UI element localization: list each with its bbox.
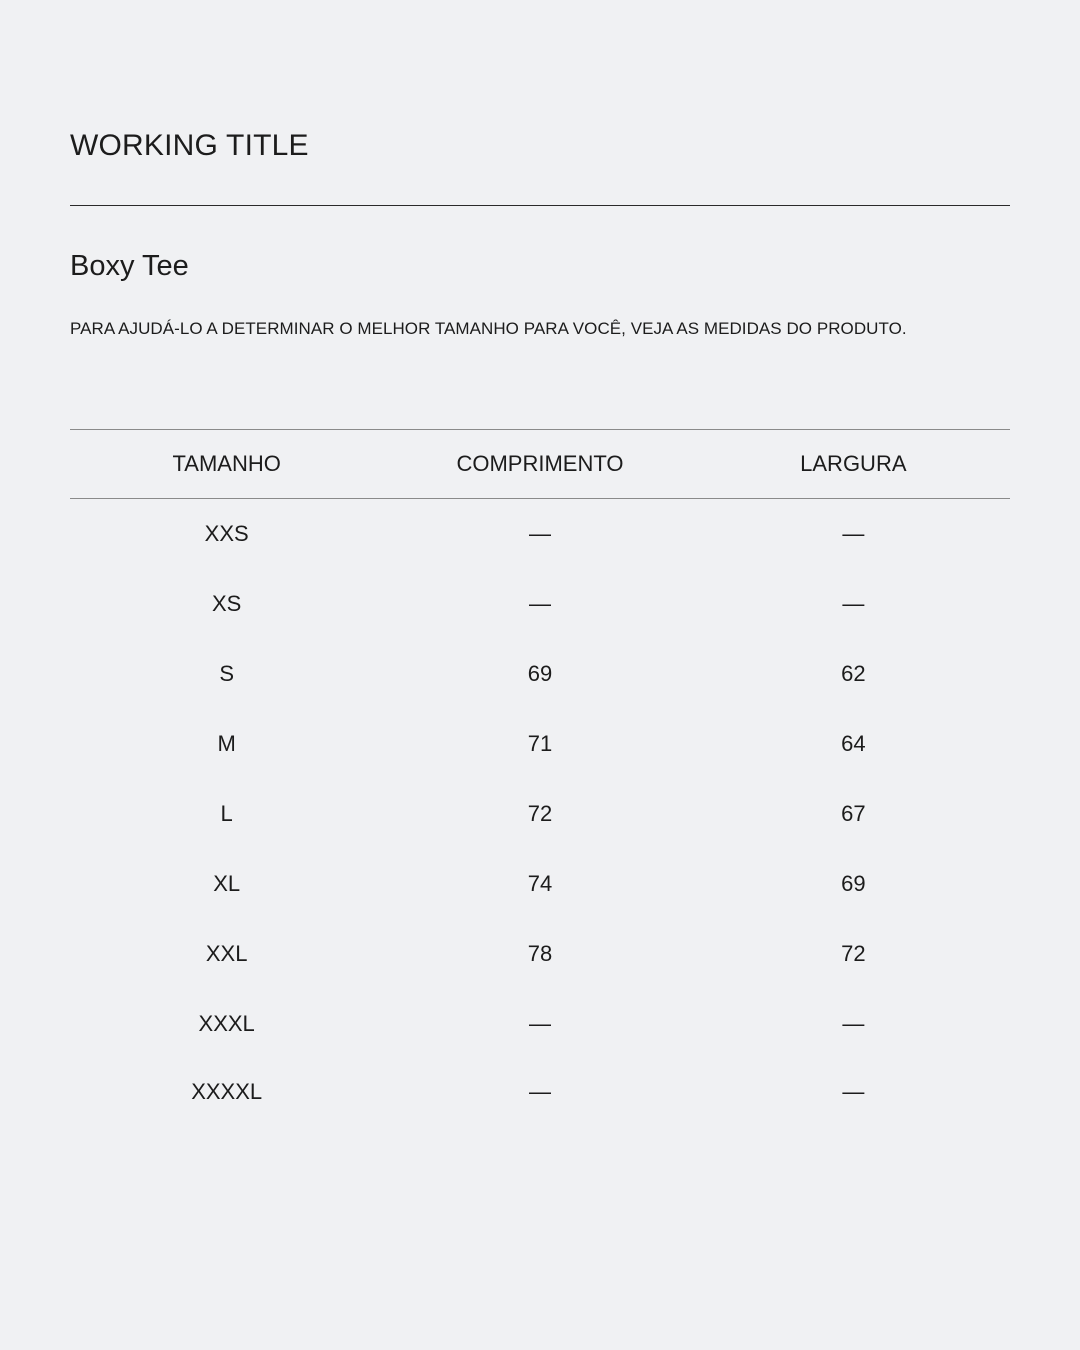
size-cell: XXXXL: [191, 1079, 263, 1104]
length-cell: 72: [527, 801, 553, 826]
width-cell: —: [842, 591, 865, 616]
width-cell: —: [842, 521, 865, 546]
size-table: [70, 429, 1010, 1125]
size-cell: L: [220, 801, 233, 826]
width-cell: —: [842, 1079, 865, 1104]
header-length: COMPRIMENTO: [456, 451, 624, 476]
length-cell: —: [528, 1011, 551, 1036]
header-width: LARGURA: [800, 451, 907, 476]
size-cell: S: [219, 661, 234, 686]
width-cell: 72: [841, 941, 866, 966]
length-cell: —: [528, 1079, 551, 1104]
table-row: [70, 989, 1010, 1059]
table-row: [70, 499, 1010, 569]
size-guide-instruction: PARA AJUDÁ-LO A DETERMINAR O MELHOR TAMANHO PARA VOCÊ, VEJA AS MEDIDAS DO PRODUTO.: [70, 319, 907, 338]
size-cell: XS: [211, 591, 242, 616]
length-cell: —: [528, 521, 551, 546]
header-divider: [70, 205, 1010, 206]
product-name: Boxy Tee: [70, 250, 189, 282]
size-cell: XXXL: [198, 1011, 255, 1036]
table-row: [70, 709, 1010, 779]
size-cell: XXL: [205, 941, 248, 966]
table-row: [70, 1059, 1010, 1125]
table-row: [70, 919, 1010, 989]
length-cell: 78: [527, 941, 553, 966]
length-cell: 74: [527, 871, 553, 896]
size-cell: M: [217, 731, 236, 756]
header-size: TAMANHO: [172, 451, 281, 476]
width-cell: 62: [841, 661, 866, 686]
table-row: [70, 639, 1010, 709]
width-cell: 64: [841, 731, 866, 756]
length-cell: —: [528, 591, 551, 616]
table-row: [70, 849, 1010, 919]
size-cell: XL: [213, 871, 241, 896]
width-cell: —: [842, 1011, 865, 1036]
size-cell: XXS: [204, 521, 249, 546]
width-cell: 67: [841, 801, 866, 826]
table-row: [70, 569, 1010, 639]
length-cell: 69: [527, 661, 553, 686]
width-cell: 69: [841, 871, 866, 896]
table-header: [70, 429, 1010, 499]
length-cell: 71: [527, 731, 553, 756]
brand-title: WORKING TITLE: [70, 129, 309, 162]
table-row: [70, 779, 1010, 849]
